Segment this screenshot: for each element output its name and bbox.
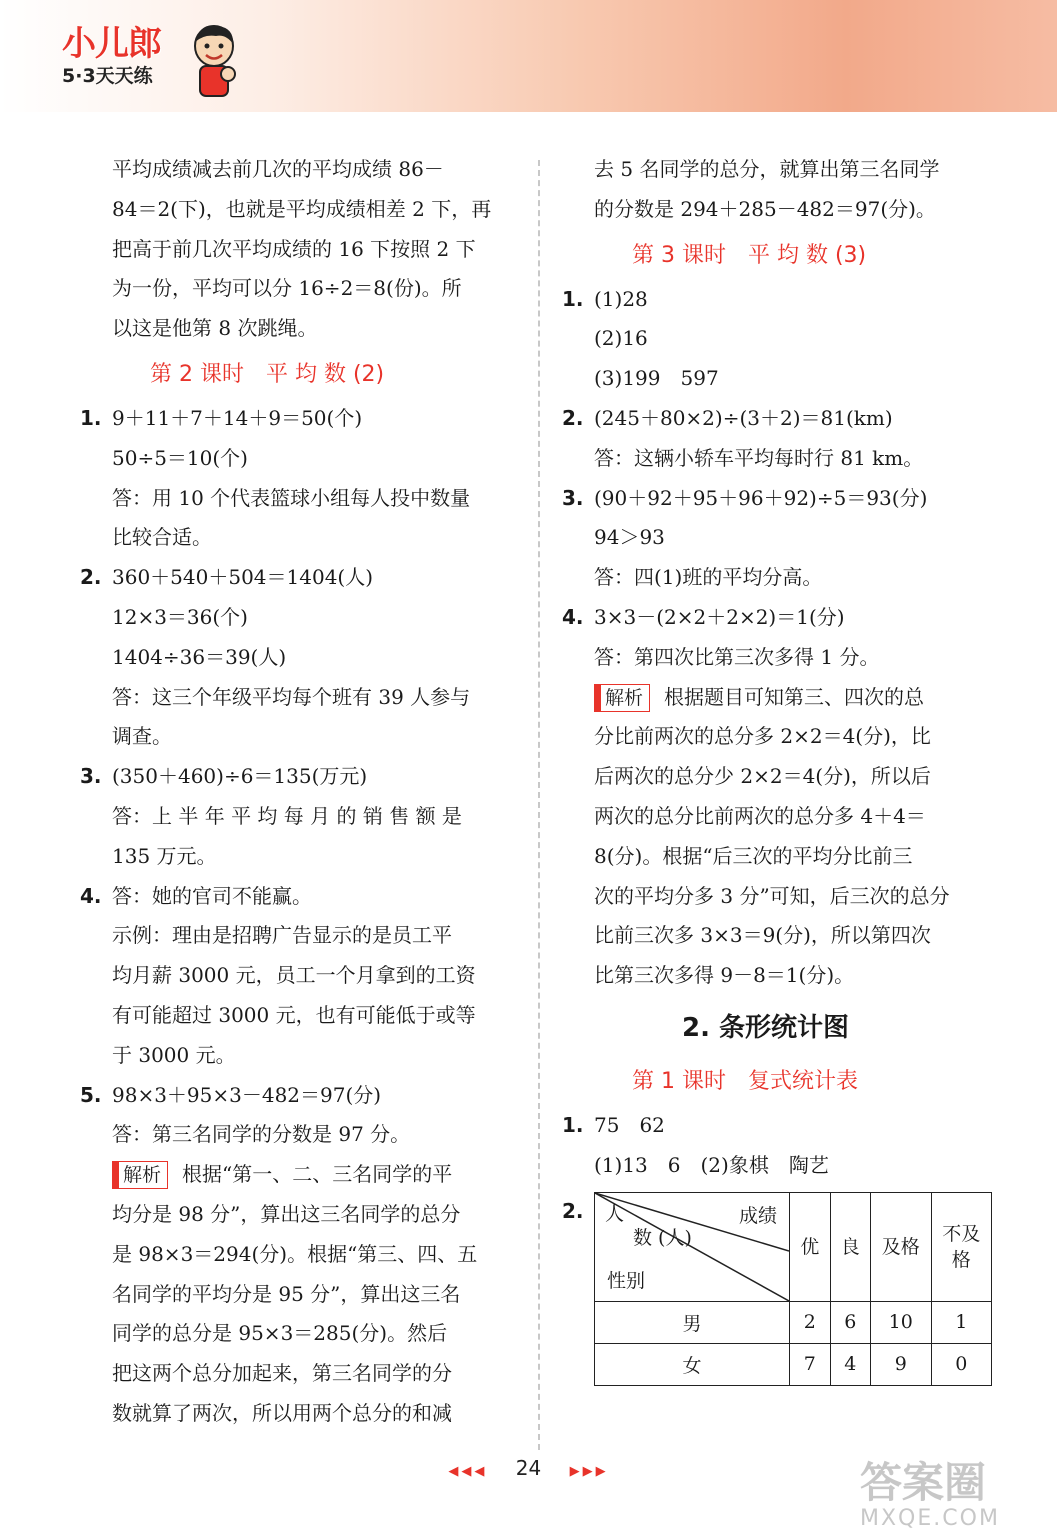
answer-line: 示例：理由是招聘广告显示的是员工平 (112, 923, 452, 948)
table-cell: 7 (790, 1343, 831, 1385)
analysis-line: 均分是 98 分”，算出这三名同学的总分 (112, 1201, 461, 1226)
diagonal-header-cell (595, 1192, 790, 1301)
table-row (595, 1301, 992, 1343)
answer-line: 均月薪 3000 元，员工一个月拿到的工资 (112, 963, 476, 988)
column-header: 良 (830, 1192, 871, 1301)
row-label: 女 (595, 1343, 790, 1385)
answer-line: (2)16 (594, 326, 648, 351)
intro-line: 把高于前几次平均成绩的 16 下按照 2 下 (112, 236, 476, 261)
brand-logo (62, 26, 161, 88)
watermark-title: 答案圈 (860, 1458, 987, 1507)
analysis-line: 同学的总分是 95×3＝285(分)。然后 (112, 1321, 448, 1346)
lesson-title: 第 1 课时 复式统计表 (632, 1068, 858, 1094)
right-arrows-icon: ▶▶▶ (569, 1464, 609, 1479)
answer-text: 75 62 (594, 1112, 665, 1137)
table-row (595, 1343, 992, 1385)
mascot-boy-icon (190, 22, 238, 102)
lesson-title: 第 3 课时 平 均 数 (3) (632, 242, 867, 268)
answer-line: 50÷5＝10(个) (112, 445, 248, 470)
answer-line: 答：第四次比第三次多得 1 分。 (594, 644, 880, 669)
table-cell: 0 (931, 1343, 992, 1385)
analysis-line: 把这两个总分加起来，第三名同学的分 (112, 1361, 452, 1386)
question-number: 1. (562, 1112, 584, 1137)
analysis-text: 根据题目可知第三、四次的总 (664, 684, 925, 709)
answer-line (562, 479, 992, 519)
intro-line: 84＝2(下)，也就是平均成绩相差 2 下，再 (112, 196, 492, 221)
table-cell: 2 (790, 1301, 831, 1343)
answer-line (80, 399, 510, 439)
intro-line: 平均成绩减去前几次的平均成绩 86－ (112, 157, 444, 181)
answer-line (80, 757, 510, 797)
continued-line: 去 5 名同学的总分，就算出第三名同学 (594, 157, 940, 181)
answer-text: 98×3＋95×3－482＝97(分) (112, 1082, 382, 1107)
answer-line: 有可能超过 3000 元，也有可能低于或等 (112, 1002, 476, 1027)
answer-text: 9＋11＋7＋14＋9＝50(个) (112, 405, 363, 430)
logo-title: 小儿郎 (62, 24, 161, 64)
answer-line (562, 1106, 992, 1146)
analysis-line: 比第三次多得 9－8＝1(分)。 (594, 963, 855, 988)
question-number: 3. (562, 485, 584, 510)
left-arrows-icon: ◀◀◀ (448, 1464, 488, 1479)
stats-table (594, 1192, 992, 1386)
column-header: 优 (790, 1192, 831, 1301)
answer-line: 于 3000 元。 (112, 1042, 236, 1067)
answer-line (562, 598, 992, 638)
answer-text: (1)28 (594, 286, 648, 311)
watermark-url: MXQE.COM (860, 1506, 1000, 1531)
corner-label: 数 (人) (633, 1226, 692, 1249)
table-cell: 4 (830, 1343, 871, 1385)
answer-text: 3×3－(2×2＋2×2)＝1(分) (594, 604, 845, 629)
answer-line: (3)199 597 (594, 366, 719, 391)
answer-line (80, 877, 510, 917)
analysis-line: 后两次的总分少 2×2＝4(分)，所以后 (594, 764, 931, 789)
answer-line: 比较合适。 (112, 525, 212, 550)
answer-line: 答：这辆小轿车平均每时行 81 km。 (594, 445, 924, 470)
table-cell: 10 (871, 1301, 932, 1343)
answer-line: 94＞93 (594, 525, 665, 550)
analysis-tag: 解析 (594, 684, 650, 712)
analysis-line: 比前三次多 3×3＝9(分)，所以第四次 (594, 923, 931, 948)
section-title: 2. 条形统计图 (682, 1012, 850, 1043)
answer-line (562, 399, 992, 439)
logo-subtitle: 5·3天天练 (62, 65, 153, 87)
answer-line: 答：第三名同学的分数是 97 分。 (112, 1122, 411, 1147)
analysis-line (80, 1155, 510, 1195)
question-number: 4. (80, 883, 102, 908)
answer-text: (90＋92＋95＋96＋92)÷5＝93(分) (594, 485, 928, 510)
right-column (562, 150, 992, 1386)
continued-line: 的分数是 294＋285－482＝97(分)。 (594, 196, 936, 221)
column-divider (538, 160, 540, 1450)
page-number: 24 (515, 1456, 542, 1480)
answer-line: 12×3＝36(个) (112, 604, 248, 629)
question-number: 2. (80, 565, 102, 590)
watermark (860, 1460, 1000, 1531)
analysis-line: 是 98×3＝294(分)。根据“第三、四、五 (112, 1241, 478, 1266)
answer-text: (245＋80×2)÷(3＋2)＝81(km) (594, 405, 893, 430)
page-header (0, 0, 1057, 112)
answer-line (80, 1076, 510, 1116)
answer-line: (1)13 6 (2)象棋 陶艺 (594, 1152, 829, 1177)
left-column (80, 150, 510, 1434)
table-cell: 6 (830, 1301, 871, 1343)
corner-label: 人 (605, 1202, 625, 1225)
intro-line: 以这是他第 8 次跳绳。 (112, 316, 318, 341)
answer-line: 调查。 (112, 724, 172, 749)
analysis-line: 分比前两次的总分多 2×2＝4(分)，比 (594, 724, 931, 749)
analysis-text: 根据“第一、二、三名同学的平 (182, 1162, 453, 1187)
analysis-line: 名同学的平均分是 95 分”，算出这三名 (112, 1281, 461, 1306)
answer-line: 答：上 半 年 平 均 每 月 的 销 售 额 是 (112, 803, 462, 828)
question-number: 2. (562, 1198, 584, 1223)
question-number: 2. (562, 405, 584, 430)
analysis-line: 数就算了两次，所以用两个总分的和减 (112, 1400, 452, 1425)
answer-line: 答：用 10 个代表篮球小组每人投中数量 (112, 485, 471, 510)
answer-line: 答：这三个年级平均每个班有 39 人参与 (112, 684, 471, 709)
question-number: 1. (562, 286, 584, 311)
question-number: 4. (562, 604, 584, 629)
answer-line (80, 558, 510, 598)
question-2-block (562, 1192, 992, 1386)
answer-line (562, 280, 992, 320)
answer-text: (350＋460)÷6＝135(万元) (112, 764, 368, 789)
answer-line: 答：四(1)班的平均分高。 (594, 565, 823, 590)
analysis-line: 次的平均分多 3 分”可知，后三次的总分 (594, 883, 950, 908)
answer-line: 135 万元。 (112, 843, 217, 868)
question-number: 5. (80, 1082, 102, 1107)
corner-label: 性别 (607, 1269, 646, 1292)
answer-text: 答：她的官司不能赢。 (112, 883, 312, 908)
analysis-line: 8(分)。根据“后三次的平均分比前三 (594, 843, 913, 868)
answer-line: 1404÷36＝39(人) (112, 644, 287, 669)
analysis-line (562, 678, 992, 718)
column-header: 不及格 (931, 1192, 992, 1301)
question-number: 1. (80, 405, 102, 430)
intro-line: 为一份，平均可以分 16÷2＝8(份)。所 (112, 276, 462, 301)
answer-text: 360＋540＋504＝1404(人) (112, 565, 374, 590)
analysis-line: 两次的总分比前两次的总分多 4＋4＝ (594, 803, 926, 828)
column-header: 及格 (871, 1192, 932, 1301)
row-label: 男 (595, 1301, 790, 1343)
table-cell: 1 (931, 1301, 992, 1343)
corner-label: 成绩 (738, 1204, 777, 1227)
lesson-title: 第 2 课时 平 均 数 (2) (150, 361, 385, 387)
analysis-tag: 解析 (112, 1161, 168, 1189)
question-number: 3. (80, 764, 102, 789)
table-cell: 9 (871, 1343, 932, 1385)
